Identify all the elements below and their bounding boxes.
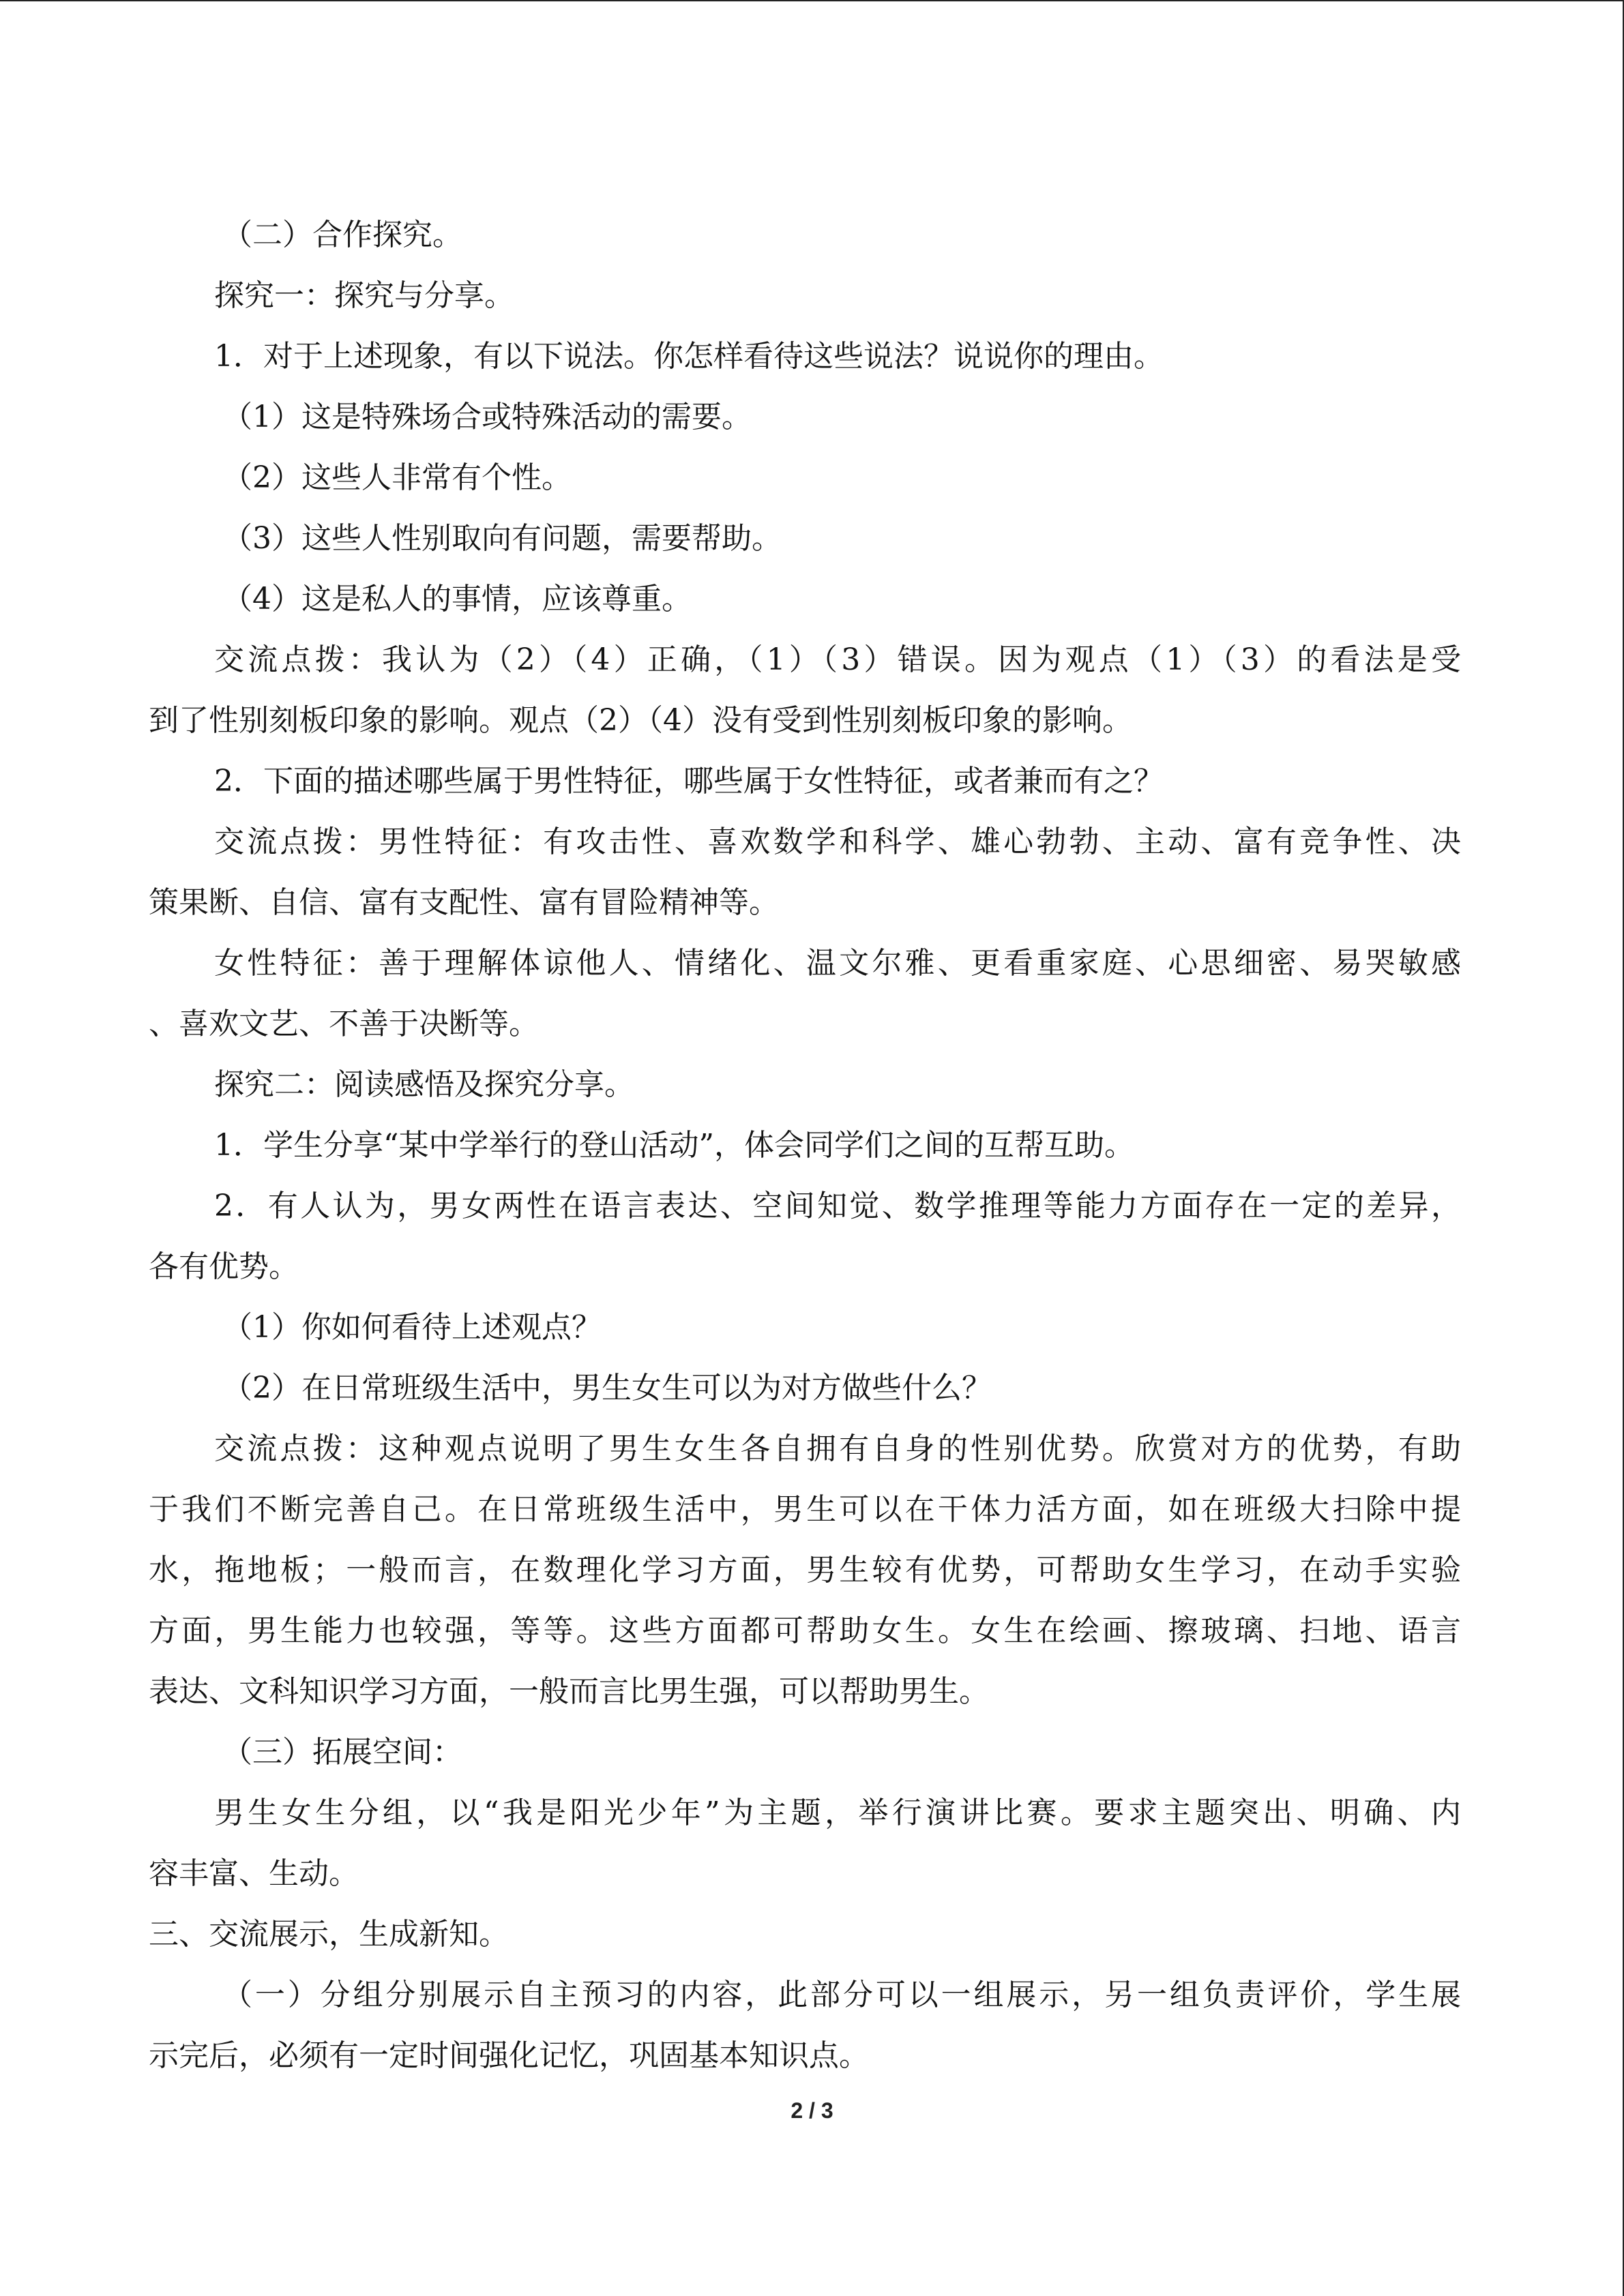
document-body [149, 205, 1461, 2086]
question-1: 1．对于上述现象，有以下说法。你怎样看待这些说法？说说你的理由。 [214, 339, 1164, 374]
guidance-2-line-2: 策果断、自信、富有支配性、富有冒险精神等。 [149, 885, 779, 920]
extension-line-2: 容丰富、生动。 [149, 1856, 359, 1891]
female-traits-line-2: 、喜欢文艺、不善于决断等。 [149, 1007, 539, 1041]
page-number: 2 / 3 [791, 2098, 833, 2123]
option-3: （3）这些人性别取向有问题，需要帮助。 [222, 521, 782, 556]
guidance-3-line-2: 于我们不断完善自己。在日常班级生活中，男生可以在干体力活方面，如在班级大扫除中提 [149, 1492, 1461, 1527]
guidance-3-line-3: 水，拖地板；一般而言，在数理化学习方面，男生较有优势，可帮助女生学习，在动手实验 [149, 1553, 1461, 1587]
guidance-2-line-1: 交流点拨：男性特征：有攻击性、喜欢数学和科学、雄心勃勃、主动、富有竞争性、决 [214, 824, 1461, 859]
female-traits-line-1: 女性特征：善于理解体谅他人、情绪化、温文尔雅、更看重家庭、心思细密、易哭敏感 [214, 946, 1461, 981]
guidance-1-line-1: 交流点拨：我认为（2）（4）正确，（1）（3）错误。因为观点（1）（3）的看法是受 [214, 642, 1461, 677]
guidance-3-line-1: 交流点拨：这种观点说明了男生女生各自拥有自身的性别优势。欣赏对方的优势，有助 [214, 1431, 1461, 1466]
guidance-3-line-4: 方面，男生能力也较强，等等。这些方面都可帮助女生。女生在绘画、擦玻璃、扫地、语言 [149, 1613, 1461, 1648]
section-heading-extension: （三）拓展空间： [222, 1735, 462, 1770]
guidance-3-line-5: 表达、文科知识学习方面，一般而言比男生强，可以帮助男生。 [149, 1674, 989, 1709]
guidance-1-line-2: 到了性别刻板印象的影响。观点（2）（4）没有受到性别刻板印象的影响。 [149, 703, 1132, 738]
extension-line-1: 男生女生分组，以“我是阳光少年”为主题，举行演讲比赛。要求主题突出、明确、内 [214, 1795, 1461, 1830]
exchange-line-1: （一）分组分别展示自主预习的内容，此部分可以一组展示，另一组负责评价，学生展 [222, 1978, 1461, 2012]
share-item-2-line-2: 各有优势。 [149, 1249, 299, 1284]
option-2: （2）这些人非常有个性。 [222, 460, 572, 495]
inquiry-two-heading: 探究二：阅读感悟及探究分享。 [214, 1067, 634, 1102]
section-heading-cooperative-inquiry: （二）合作探究。 [222, 218, 462, 252]
sub-question-1: （1）你如何看待上述观点？ [222, 1310, 602, 1345]
share-item-2-line-1: 2．有人认为，男女两性在语言表达、空间知觉、数学推理等能力方面存在一定的差异， [214, 1189, 1461, 1223]
option-4: （4）这是私人的事情，应该尊重。 [222, 582, 692, 616]
question-2: 2．下面的描述哪些属于男性特征，哪些属于女性特征，或者兼而有之？ [214, 764, 1164, 799]
option-1: （1）这是特殊场合或特殊活动的需要。 [222, 400, 752, 434]
exchange-line-2: 示完后，必须有一定时间强化记忆，巩固基本知识点。 [149, 2038, 869, 2073]
sub-question-2: （2）在日常班级生活中，男生女生可以为对方做些什么？ [222, 1371, 992, 1405]
section-heading-exchange: 三、交流展示，生成新知。 [149, 1917, 509, 1952]
share-item-1: 1．学生分享“某中学举行的登山活动”，体会同学们之间的互帮互助。 [214, 1128, 1134, 1163]
inquiry-one-heading: 探究一：探究与分享。 [214, 278, 514, 313]
